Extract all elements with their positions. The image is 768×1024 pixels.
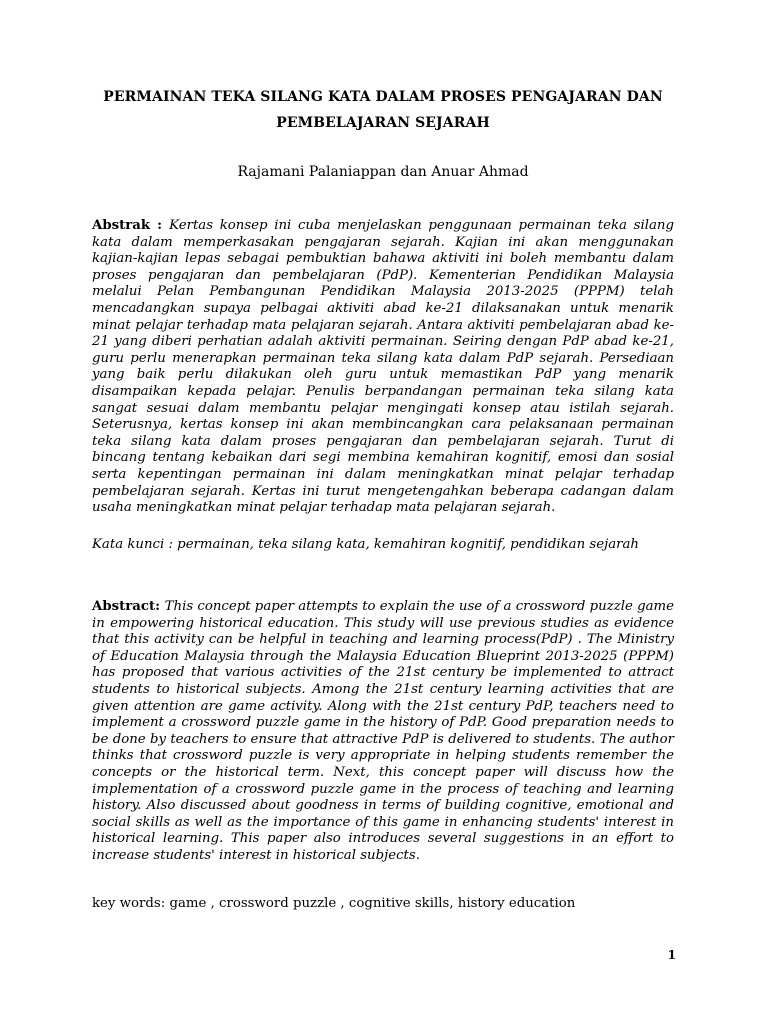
abstrak-label: Abstrak : <box>92 218 170 233</box>
key-words: key words: game , crossword puzzle , cognitive skills, history education <box>92 896 576 911</box>
abstract-label: Abstract: <box>92 599 165 614</box>
page-number: 1 <box>667 948 676 962</box>
abstrak-body: Kertas konsep ini cuba menjelaskan penggunaan permainan teka silang kata dalam memperkasakan pengajaran sejarah. Kajian ini akan menggunakan kajian-kajian lepas sebagai pembuktian bahawa aktiviti ini boleh membantu dalam proses pengajaran dan pembelajaran (PdP). Kementerian Pendidikan Malaysia melalui Pelan Pembangunan Pendidikan Malaysia 2013-2025 (PPPM) telah mencadangkan supaya pelbagai aktiviti abad ke-21 dilaksanakan untuk menarik minat pelajar terhadap mata pelajaran sejarah. Antara aktiviti pembelajaran abad ke-21 yang diberi perhatian adalah aktiviti permainan. Seiring dengan PdP abad ke-21, guru perlu menerapkan permainan teka silang kata dalam PdP sejarah. Persediaan yang baik perlu dilakukan oleh guru untuk memastikan PdP yang menarik disampaikan kepada pelajar. Penulis berpandangan permainan teka silang kata sangat sesuai dalam membantu pelajar mengingati konsep atau istilah sejarah. Seterusnya, kertas konsep ini akan membincangkan cara pelaksanaan permainan teka silang kata dalam proses pengajaran dan pembelajaran sejarah. Turut di bincang tentang kebaikan dari segi membina kemahiran kognitif, emosi dan sosial serta kepentingan permainan ini dalam meningkatkan minat pelajar terhadap pembelajaran sejarah. Kertas ini turut mengetengahkan beberapa cadangan dalam usaha meningkatkan minat pelajar terhadap mata pelajaran sejarah. <box>92 218 674 516</box>
authors: Rajamani Palaniappan dan Anuar Ahmad <box>237 164 529 180</box>
abstract-english <box>92 599 674 865</box>
abstrak-malay <box>92 218 674 517</box>
abstract-body: This concept paper attempts to explain the use of a crossword puzzle game in empowering historical education. This study will use previous studies as evidence that this activity can be helpful in teaching and learning process(PdP) . The Ministry of Education Malaysia through the Malaysia Education Blueprint 2013-2025 (PPPM) has proposed that various activities of the 21st century be implemented to attract students to historical subjects. Among the 21st century learning activities that are given attention are game activity. Along with the 21st century PdP, teachers need to implement a crossword puzzle game in the history of PdP. Good preparation needs to be done by teachers to ensure that attractive PdP is delivered to students. The author thinks that crossword puzzle is very appropriate in helping students remember the concepts or the historical term. Next, this concept paper will discuss how the implementation of a crossword puzzle game in the process of teaching and learning history. Also discussed about goodness in terms of building cognitive, emotional and social skills as well as the importance of this game in enhancing students' interest in historical learning. This paper also introduces several suggestions in an effort to increase students' interest in historical subjects. <box>92 599 674 863</box>
paper-title: PERMAINAN TEKA SILANG KATA DALAM PROSES PENGAJARAN DAN PEMBELAJARAN SEJARAH <box>103 89 663 131</box>
kata-kunci: Kata kunci : permainan, teka silang kata, kemahiran kognitif, pendidikan sejarah <box>92 537 639 552</box>
